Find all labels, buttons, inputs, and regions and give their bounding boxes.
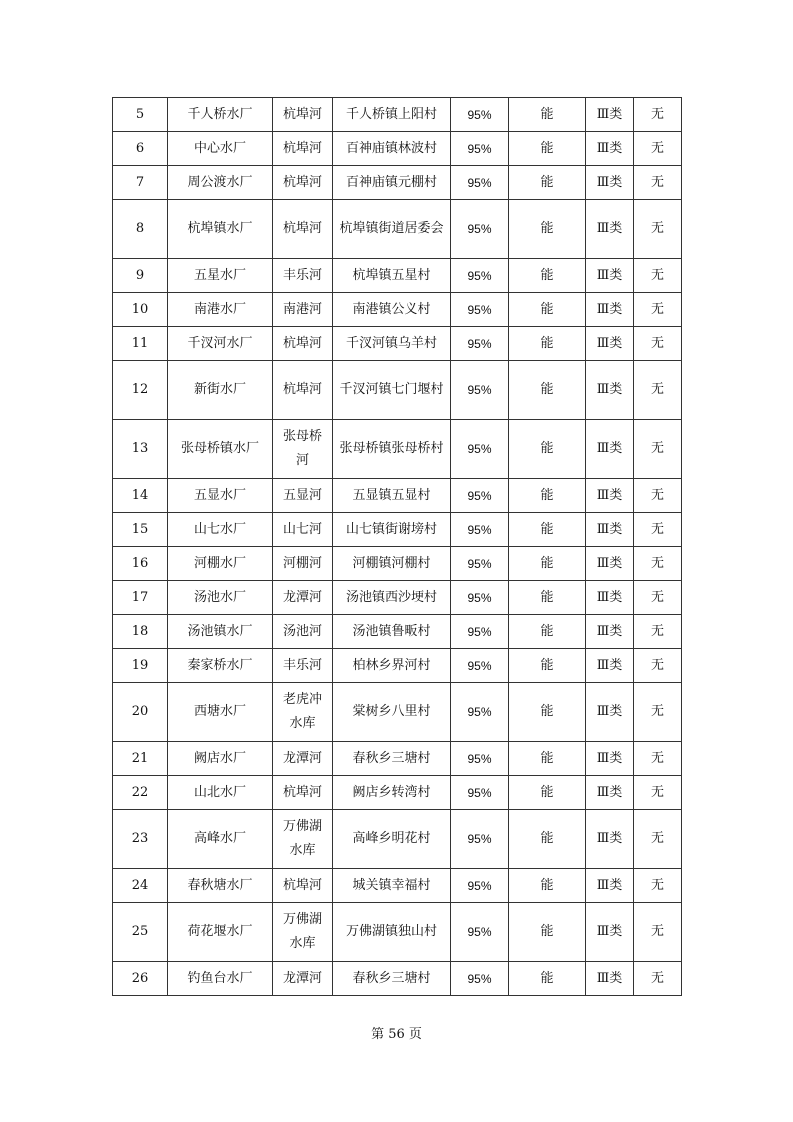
cell-note: 无 — [634, 683, 682, 742]
cell-capable: 能 — [509, 361, 586, 420]
cell-location: 南港镇公义村 — [333, 293, 451, 327]
cell-water-source: 万佛湖水库 — [273, 810, 333, 869]
cell-number: 11 — [113, 327, 168, 361]
cell-note: 无 — [634, 259, 682, 293]
cell-water-class: Ⅲ类 — [586, 547, 634, 581]
table-row — [113, 361, 682, 420]
cell-capable: 能 — [509, 581, 586, 615]
cell-capable: 能 — [509, 132, 586, 166]
cell-capable: 能 — [509, 742, 586, 776]
cell-water-class: Ⅲ类 — [586, 200, 634, 259]
cell-note: 无 — [634, 742, 682, 776]
cell-location: 柏林乡界河村 — [333, 649, 451, 683]
cell-rate: 95% — [451, 479, 509, 513]
cell-water-source: 老虎冲水库 — [273, 683, 333, 742]
cell-plant-name: 钓鱼台水厂 — [168, 962, 273, 996]
cell-capable: 能 — [509, 259, 586, 293]
cell-location: 山七镇街谢塝村 — [333, 513, 451, 547]
cell-capable: 能 — [509, 98, 586, 132]
table-row — [113, 479, 682, 513]
cell-rate: 95% — [451, 649, 509, 683]
cell-rate: 95% — [451, 581, 509, 615]
cell-water-source: 山七河 — [273, 513, 333, 547]
cell-capable: 能 — [509, 810, 586, 869]
cell-water-source: 丰乐河 — [273, 259, 333, 293]
cell-plant-name: 汤池镇水厂 — [168, 615, 273, 649]
cell-location: 五显镇五显村 — [333, 479, 451, 513]
cell-water-class: Ⅲ类 — [586, 166, 634, 200]
cell-number: 8 — [113, 200, 168, 259]
cell-plant-name: 五显水厂 — [168, 479, 273, 513]
cell-number: 6 — [113, 132, 168, 166]
cell-location: 河棚镇河棚村 — [333, 547, 451, 581]
cell-number: 10 — [113, 293, 168, 327]
cell-water-source: 龙潭河 — [273, 962, 333, 996]
cell-number: 21 — [113, 742, 168, 776]
cell-note: 无 — [634, 98, 682, 132]
cell-location: 百神庙镇元棚村 — [333, 166, 451, 200]
cell-plant-name: 山七水厂 — [168, 513, 273, 547]
cell-number: 14 — [113, 479, 168, 513]
cell-number: 9 — [113, 259, 168, 293]
page-number: 第 56 页 — [371, 1027, 422, 1042]
cell-water-source: 杭埠河 — [273, 200, 333, 259]
cell-location: 高峰乡明花村 — [333, 810, 451, 869]
cell-rate: 95% — [451, 420, 509, 479]
cell-number: 25 — [113, 903, 168, 962]
cell-water-class: Ⅲ类 — [586, 810, 634, 869]
cell-location: 汤池镇鲁畈村 — [333, 615, 451, 649]
cell-number: 22 — [113, 776, 168, 810]
cell-plant-name: 秦家桥水厂 — [168, 649, 273, 683]
cell-location: 阙店乡转湾村 — [333, 776, 451, 810]
cell-number: 5 — [113, 98, 168, 132]
cell-location: 千汊河镇乌羊村 — [333, 327, 451, 361]
cell-note: 无 — [634, 327, 682, 361]
cell-rate: 95% — [451, 810, 509, 869]
cell-water-class: Ⅲ类 — [586, 327, 634, 361]
cell-plant-name: 千汊河水厂 — [168, 327, 273, 361]
cell-plant-name: 荷花堰水厂 — [168, 903, 273, 962]
cell-water-source: 龙潭河 — [273, 581, 333, 615]
cell-number: 20 — [113, 683, 168, 742]
cell-note: 无 — [634, 361, 682, 420]
cell-water-class: Ⅲ类 — [586, 742, 634, 776]
table-row — [113, 513, 682, 547]
cell-water-source: 河棚河 — [273, 547, 333, 581]
cell-capable: 能 — [509, 615, 586, 649]
cell-water-class: Ⅲ类 — [586, 98, 634, 132]
cell-water-source: 万佛湖水库 — [273, 903, 333, 962]
cell-capable: 能 — [509, 479, 586, 513]
table-row — [113, 581, 682, 615]
cell-plant-name: 高峰水厂 — [168, 810, 273, 869]
cell-water-class: Ⅲ类 — [586, 361, 634, 420]
cell-water-class: Ⅲ类 — [586, 869, 634, 903]
cell-water-source: 汤池河 — [273, 615, 333, 649]
cell-water-source: 五显河 — [273, 479, 333, 513]
cell-capable: 能 — [509, 420, 586, 479]
cell-water-source: 杭埠河 — [273, 776, 333, 810]
cell-rate: 95% — [451, 200, 509, 259]
cell-location: 汤池镇西沙埂村 — [333, 581, 451, 615]
cell-rate: 95% — [451, 293, 509, 327]
cell-water-class: Ⅲ类 — [586, 259, 634, 293]
cell-water-class: Ⅲ类 — [586, 132, 634, 166]
cell-capable: 能 — [509, 649, 586, 683]
cell-note: 无 — [634, 649, 682, 683]
cell-note: 无 — [634, 903, 682, 962]
cell-plant-name: 周公渡水厂 — [168, 166, 273, 200]
cell-location: 春秋乡三塘村 — [333, 962, 451, 996]
cell-number: 7 — [113, 166, 168, 200]
cell-note: 无 — [634, 479, 682, 513]
cell-rate: 95% — [451, 962, 509, 996]
cell-plant-name: 春秋塘水厂 — [168, 869, 273, 903]
table-row — [113, 869, 682, 903]
cell-note: 无 — [634, 776, 682, 810]
cell-rate: 95% — [451, 361, 509, 420]
cell-water-class: Ⅲ类 — [586, 962, 634, 996]
cell-note: 无 — [634, 615, 682, 649]
table-row — [113, 962, 682, 996]
cell-water-source: 张母桥河 — [273, 420, 333, 479]
cell-water-source: 杭埠河 — [273, 361, 333, 420]
cell-water-source: 杭埠河 — [273, 98, 333, 132]
cell-capable: 能 — [509, 776, 586, 810]
cell-location: 千人桥镇上阳村 — [333, 98, 451, 132]
cell-number: 24 — [113, 869, 168, 903]
cell-location: 万佛湖镇独山村 — [333, 903, 451, 962]
table-body — [113, 98, 682, 996]
cell-plant-name: 千人桥水厂 — [168, 98, 273, 132]
table-row — [113, 903, 682, 962]
cell-capable: 能 — [509, 200, 586, 259]
cell-rate: 95% — [451, 132, 509, 166]
table-row — [113, 166, 682, 200]
cell-note: 无 — [634, 293, 682, 327]
cell-water-class: Ⅲ类 — [586, 683, 634, 742]
table-row — [113, 547, 682, 581]
cell-rate: 95% — [451, 869, 509, 903]
cell-plant-name: 新街水厂 — [168, 361, 273, 420]
cell-note: 无 — [634, 200, 682, 259]
cell-water-class: Ⅲ类 — [586, 776, 634, 810]
table-row — [113, 742, 682, 776]
table-row — [113, 776, 682, 810]
cell-water-class: Ⅲ类 — [586, 420, 634, 479]
cell-rate: 95% — [451, 166, 509, 200]
cell-number: 23 — [113, 810, 168, 869]
cell-plant-name: 张母桥镇水厂 — [168, 420, 273, 479]
cell-location: 杭埠镇街道居委会 — [333, 200, 451, 259]
cell-note: 无 — [634, 962, 682, 996]
cell-note: 无 — [634, 166, 682, 200]
cell-water-source: 杭埠河 — [273, 132, 333, 166]
cell-rate: 95% — [451, 615, 509, 649]
cell-capable: 能 — [509, 869, 586, 903]
table-row — [113, 200, 682, 259]
cell-water-class: Ⅲ类 — [586, 615, 634, 649]
cell-number: 19 — [113, 649, 168, 683]
cell-plant-name: 西塘水厂 — [168, 683, 273, 742]
water-plant-table — [112, 97, 682, 996]
cell-location: 春秋乡三塘村 — [333, 742, 451, 776]
cell-rate: 95% — [451, 98, 509, 132]
cell-location: 杭埠镇五星村 — [333, 259, 451, 293]
cell-water-class: Ⅲ类 — [586, 649, 634, 683]
cell-capable: 能 — [509, 327, 586, 361]
cell-number: 26 — [113, 962, 168, 996]
cell-note: 无 — [634, 581, 682, 615]
cell-plant-name: 南港水厂 — [168, 293, 273, 327]
cell-note: 无 — [634, 869, 682, 903]
cell-plant-name: 阙店水厂 — [168, 742, 273, 776]
cell-number: 15 — [113, 513, 168, 547]
cell-capable: 能 — [509, 166, 586, 200]
cell-location: 百神庙镇林波村 — [333, 132, 451, 166]
cell-plant-name: 汤池水厂 — [168, 581, 273, 615]
cell-location: 城关镇幸福村 — [333, 869, 451, 903]
table-row — [113, 649, 682, 683]
cell-note: 无 — [634, 132, 682, 166]
cell-capable: 能 — [509, 962, 586, 996]
table-row — [113, 327, 682, 361]
cell-water-class: Ⅲ类 — [586, 479, 634, 513]
cell-number: 16 — [113, 547, 168, 581]
table-row — [113, 615, 682, 649]
cell-plant-name: 五星水厂 — [168, 259, 273, 293]
cell-location: 千汊河镇七门堰村 — [333, 361, 451, 420]
cell-location: 张母桥镇张母桥村 — [333, 420, 451, 479]
cell-capable: 能 — [509, 683, 586, 742]
cell-water-source: 杭埠河 — [273, 869, 333, 903]
cell-water-source: 龙潭河 — [273, 742, 333, 776]
cell-water-class: Ⅲ类 — [586, 581, 634, 615]
cell-plant-name: 山北水厂 — [168, 776, 273, 810]
cell-note: 无 — [634, 420, 682, 479]
cell-water-source: 杭埠河 — [273, 166, 333, 200]
cell-note: 无 — [634, 547, 682, 581]
table-row — [113, 420, 682, 479]
cell-rate: 95% — [451, 547, 509, 581]
cell-rate: 95% — [451, 259, 509, 293]
cell-capable: 能 — [509, 293, 586, 327]
cell-water-class: Ⅲ类 — [586, 513, 634, 547]
cell-number: 18 — [113, 615, 168, 649]
cell-rate: 95% — [451, 513, 509, 547]
cell-number: 13 — [113, 420, 168, 479]
table-row — [113, 98, 682, 132]
table-row — [113, 293, 682, 327]
table-row — [113, 810, 682, 869]
cell-note: 无 — [634, 513, 682, 547]
table-row — [113, 683, 682, 742]
table-row — [113, 259, 682, 293]
cell-capable: 能 — [509, 903, 586, 962]
cell-capable: 能 — [509, 547, 586, 581]
cell-rate: 95% — [451, 903, 509, 962]
cell-water-source: 南港河 — [273, 293, 333, 327]
table-row — [113, 132, 682, 166]
cell-number: 12 — [113, 361, 168, 420]
cell-number: 17 — [113, 581, 168, 615]
cell-plant-name: 河棚水厂 — [168, 547, 273, 581]
cell-rate: 95% — [451, 327, 509, 361]
cell-note: 无 — [634, 810, 682, 869]
cell-location: 棠树乡八里村 — [333, 683, 451, 742]
cell-rate: 95% — [451, 683, 509, 742]
cell-water-source: 杭埠河 — [273, 327, 333, 361]
cell-plant-name: 中心水厂 — [168, 132, 273, 166]
cell-rate: 95% — [451, 776, 509, 810]
cell-capable: 能 — [509, 513, 586, 547]
cell-water-class: Ⅲ类 — [586, 293, 634, 327]
cell-water-source: 丰乐河 — [273, 649, 333, 683]
cell-plant-name: 杭埠镇水厂 — [168, 200, 273, 259]
cell-water-class: Ⅲ类 — [586, 903, 634, 962]
cell-rate: 95% — [451, 742, 509, 776]
